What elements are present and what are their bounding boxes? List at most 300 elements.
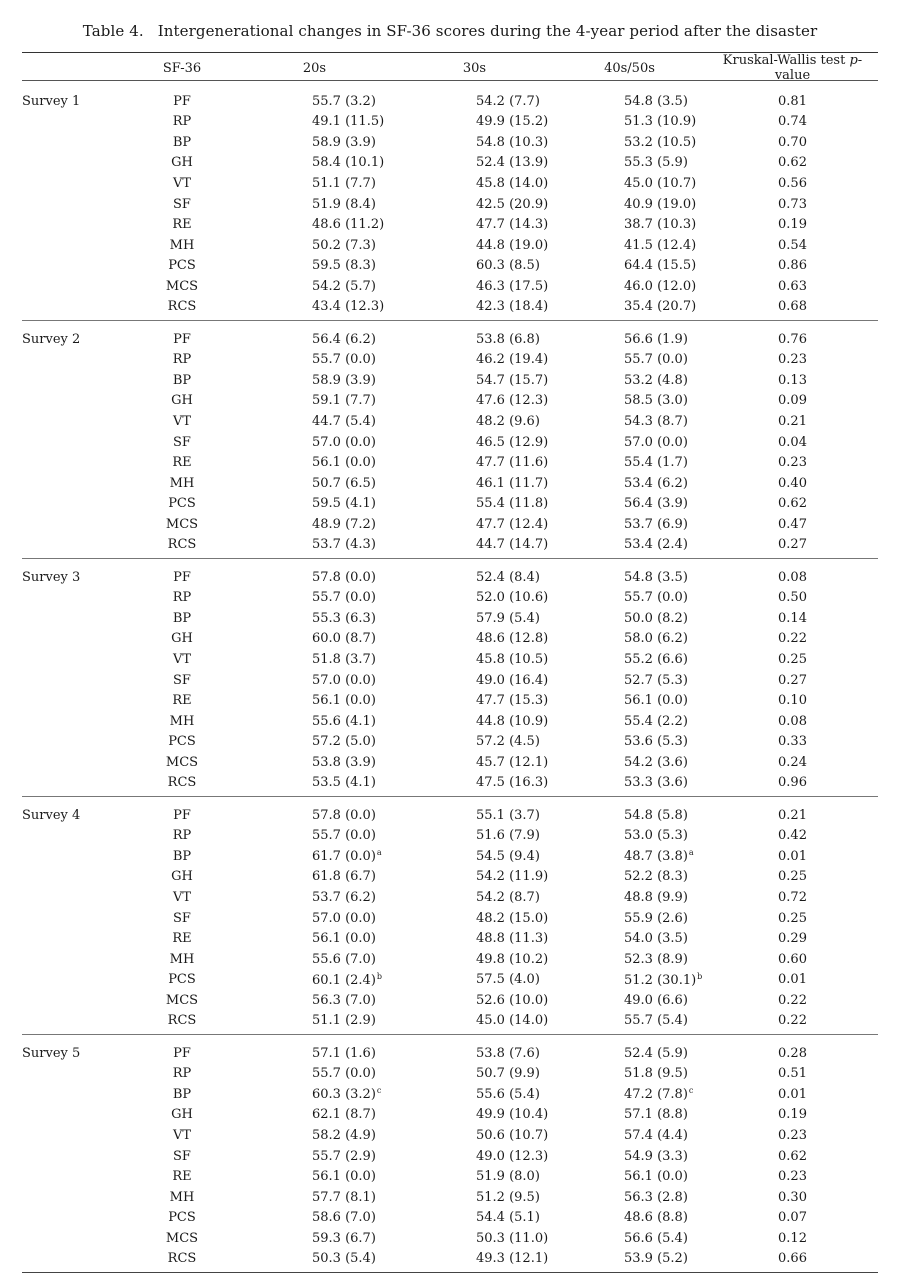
p-value-cell-text: 0.62 bbox=[778, 155, 807, 171]
value-20s bbox=[232, 173, 397, 194]
value-30s-text: 49.9 (15.2) bbox=[476, 114, 549, 130]
survey-label bbox=[22, 296, 132, 320]
scale-cell-text: PCS bbox=[168, 258, 196, 274]
value-40s50s-text: 54.2 (3.6) bbox=[624, 754, 688, 770]
value-40s50s bbox=[552, 1228, 707, 1249]
scale-cell-text: MCS bbox=[165, 754, 199, 770]
value-20s-text: 59.5 (4.1) bbox=[312, 496, 376, 512]
value-40s50s-text: 54.0 (3.5) bbox=[624, 931, 688, 947]
value-20s-text: 57.8 (0.0) bbox=[312, 807, 376, 823]
value-30s-text: 48.2 (15.0) bbox=[476, 910, 549, 926]
table-title: Intergenerational changes in SF-36 scores during the 4-year period after the disaster bbox=[157, 22, 818, 40]
p-value-cell bbox=[707, 711, 878, 732]
table-row bbox=[22, 908, 878, 929]
table-row bbox=[22, 649, 878, 670]
p-value-cell-text: 0.19 bbox=[778, 217, 807, 233]
table-row bbox=[22, 411, 878, 432]
value-40s50s-text: 53.4 (6.2) bbox=[624, 475, 688, 491]
value-40s50s bbox=[552, 908, 707, 929]
p-value-cell bbox=[707, 1035, 878, 1064]
value-20s-text: 55.6 (7.0) bbox=[312, 951, 376, 967]
value-20s-text: 55.7 (0.0) bbox=[312, 828, 376, 844]
value-30s bbox=[397, 629, 552, 650]
p-value-cell bbox=[707, 255, 878, 276]
scale-cell bbox=[132, 649, 232, 670]
value-40s50s-text: 64.4 (15.5) bbox=[624, 258, 697, 274]
value-30s bbox=[397, 391, 552, 412]
header-sf36: SF-36 bbox=[162, 60, 202, 76]
scale-cell bbox=[132, 990, 232, 1011]
scale-cell-text: RCS bbox=[167, 775, 197, 791]
value-20s bbox=[232, 887, 397, 908]
value-40s50s-text: 49.0 (6.6) bbox=[624, 992, 688, 1008]
survey-label bbox=[22, 1187, 132, 1208]
value-20s bbox=[232, 350, 397, 371]
value-30s-text: 53.8 (7.6) bbox=[476, 1045, 540, 1061]
survey-label bbox=[22, 235, 132, 256]
value-20s-text: 43.4 (12.3) bbox=[312, 299, 385, 315]
survey-label bbox=[22, 132, 132, 153]
scale-cell bbox=[132, 411, 232, 432]
value-20s-text: 56.1 (0.0) bbox=[312, 931, 376, 947]
table-row bbox=[22, 559, 878, 588]
value-20s-text: 51.8 (3.7) bbox=[312, 651, 376, 667]
sf36-table bbox=[22, 53, 878, 1273]
value-30s bbox=[397, 350, 552, 371]
scale-cell-text: RP bbox=[172, 1066, 192, 1082]
p-value-cell bbox=[707, 391, 878, 412]
survey-label bbox=[22, 493, 132, 514]
value-30s bbox=[397, 514, 552, 535]
survey-label bbox=[22, 153, 132, 174]
survey-label bbox=[22, 887, 132, 908]
value-20s bbox=[232, 1125, 397, 1146]
value-30s-text: 47.7 (11.6) bbox=[476, 455, 549, 471]
value-20s-text: 59.5 (8.3) bbox=[312, 258, 376, 274]
p-value-cell-text: 0.62 bbox=[778, 496, 807, 512]
p-value-cell bbox=[707, 559, 878, 588]
value-30s bbox=[397, 826, 552, 847]
scale-cell-text: BP bbox=[172, 610, 192, 626]
p-value-cell-text: 0.70 bbox=[778, 134, 807, 150]
scale-cell bbox=[132, 432, 232, 453]
scale-cell bbox=[132, 1228, 232, 1249]
value-20s bbox=[232, 969, 397, 990]
scale-cell bbox=[132, 83, 232, 112]
value-20s bbox=[232, 731, 397, 752]
value-20s bbox=[232, 1011, 397, 1035]
scale-cell-text: VT bbox=[172, 651, 192, 667]
value-40s50s-text: 53.3 (3.6) bbox=[624, 775, 688, 791]
value-30s bbox=[397, 534, 552, 558]
value-40s50s-text: 54.9 (3.3) bbox=[624, 1148, 688, 1164]
p-value-cell bbox=[707, 1105, 878, 1126]
scale-cell-text: PF bbox=[173, 1045, 191, 1061]
table-row bbox=[22, 690, 878, 711]
value-30s-text: 50.3 (11.0) bbox=[476, 1230, 549, 1246]
scale-cell-text: SF bbox=[173, 910, 191, 926]
value-30s bbox=[397, 649, 552, 670]
scale-cell-text: MCS bbox=[165, 992, 199, 1008]
survey-group bbox=[22, 559, 878, 797]
value-40s50s bbox=[552, 235, 707, 256]
value-40s50s-text: 51.8 (9.5) bbox=[624, 1066, 688, 1082]
value-30s-text: 50.7 (9.9) bbox=[476, 1066, 540, 1082]
p-value-cell bbox=[707, 1249, 878, 1273]
p-value-cell-text: 0.27 bbox=[778, 537, 807, 553]
value-20s bbox=[232, 588, 397, 609]
value-20s bbox=[232, 514, 397, 535]
scale-cell-text: GH bbox=[171, 1107, 193, 1123]
p-value-cell-text: 0.07 bbox=[778, 1210, 807, 1226]
p-value-cell bbox=[707, 1011, 878, 1035]
value-30s-text: 46.1 (11.7) bbox=[476, 475, 549, 491]
table-caption bbox=[0, 22, 900, 40]
value-20s-text: 55.7 (0.0) bbox=[312, 590, 376, 606]
value-40s50s bbox=[552, 559, 707, 588]
scale-cell-text: MH bbox=[169, 951, 195, 967]
scale-cell-text: SF bbox=[173, 196, 191, 212]
value-30s-text: 45.8 (14.0) bbox=[476, 175, 549, 191]
value-30s-text: 55.6 (5.4) bbox=[476, 1086, 540, 1102]
value-40s50s-text: 55.3 (5.9) bbox=[624, 155, 688, 171]
scale-cell-text: RP bbox=[172, 114, 192, 130]
scale-cell-text: GH bbox=[171, 155, 193, 171]
value-30s-text: 54.4 (5.1) bbox=[476, 1210, 540, 1226]
value-40s50s-text: 52.2 (8.3) bbox=[624, 869, 688, 885]
scale-cell bbox=[132, 132, 232, 153]
scale-cell-text: RCS bbox=[167, 1251, 197, 1267]
scale-cell-text: GH bbox=[171, 869, 193, 885]
survey-label bbox=[22, 276, 132, 297]
header-p-italic: p bbox=[849, 53, 858, 68]
p-value-cell-text: 0.25 bbox=[778, 651, 807, 667]
value-20s bbox=[232, 112, 397, 133]
value-20s bbox=[232, 411, 397, 432]
value-20s-text: 62.1 (8.7) bbox=[312, 1107, 376, 1123]
p-value-cell-text: 0.76 bbox=[778, 331, 807, 347]
value-30s bbox=[397, 296, 552, 320]
value-40s50s-text: 41.5 (12.4) bbox=[624, 237, 697, 253]
value-40s50s bbox=[552, 534, 707, 558]
value-30s bbox=[397, 194, 552, 215]
value-30s-text: 57.5 (4.0) bbox=[476, 972, 540, 988]
value-20s bbox=[232, 1084, 397, 1105]
survey-label bbox=[22, 350, 132, 371]
table-row bbox=[22, 797, 878, 826]
value-30s-text: 50.6 (10.7) bbox=[476, 1128, 549, 1144]
p-value-cell bbox=[707, 296, 878, 320]
value-30s-text: 42.5 (20.9) bbox=[476, 196, 549, 212]
value-40s50s bbox=[552, 112, 707, 133]
table-row bbox=[22, 452, 878, 473]
value-20s-text: 53.7 (4.3) bbox=[312, 537, 376, 553]
survey-label bbox=[22, 473, 132, 494]
value-20s-text: 58.4 (10.1) bbox=[312, 155, 385, 171]
p-value-cell bbox=[707, 514, 878, 535]
table-row bbox=[22, 194, 878, 215]
table-row bbox=[22, 826, 878, 847]
value-40s50s-text: 54.8 (5.8) bbox=[624, 807, 688, 823]
p-value-cell bbox=[707, 153, 878, 174]
table-row bbox=[22, 432, 878, 453]
p-value-cell-text: 0.40 bbox=[778, 475, 807, 491]
p-value-cell bbox=[707, 350, 878, 371]
p-value-cell bbox=[707, 928, 878, 949]
p-value-cell-text: 0.04 bbox=[778, 434, 807, 450]
value-30s bbox=[397, 588, 552, 609]
p-value-cell bbox=[707, 276, 878, 297]
value-20s-text: 55.6 (4.1) bbox=[312, 713, 376, 729]
value-30s bbox=[397, 1125, 552, 1146]
value-20s-text: 56.1 (0.0) bbox=[312, 1169, 376, 1185]
scale-cell bbox=[132, 1035, 232, 1064]
scale-cell bbox=[132, 752, 232, 773]
p-value-cell-text: 0.08 bbox=[778, 569, 807, 585]
value-20s bbox=[232, 867, 397, 888]
value-40s50s bbox=[552, 649, 707, 670]
value-20s-text: 57.0 (0.0) bbox=[312, 910, 376, 926]
scale-cell bbox=[132, 1166, 232, 1187]
value-40s50s-text: 53.9 (5.2) bbox=[624, 1251, 688, 1267]
scale-cell-text: BP bbox=[172, 1086, 192, 1102]
table-row bbox=[22, 493, 878, 514]
scale-cell bbox=[132, 473, 232, 494]
p-value-cell-text: 0.01 bbox=[778, 1086, 807, 1102]
value-40s50s bbox=[552, 296, 707, 320]
table-row bbox=[22, 1125, 878, 1146]
survey-label bbox=[22, 194, 132, 215]
table-row bbox=[22, 255, 878, 276]
p-value-cell bbox=[707, 887, 878, 908]
value-40s50s-text: 55.4 (2.2) bbox=[624, 713, 688, 729]
p-value-cell-text: 0.10 bbox=[778, 693, 807, 709]
survey-label bbox=[22, 826, 132, 847]
value-30s-text: 49.0 (12.3) bbox=[476, 1148, 549, 1164]
p-value-cell-text: 0.23 bbox=[778, 455, 807, 471]
value-20s bbox=[232, 797, 397, 826]
value-30s-text: 52.4 (8.4) bbox=[476, 569, 540, 585]
table-row bbox=[22, 112, 878, 133]
value-40s50s bbox=[552, 214, 707, 235]
survey-label bbox=[22, 1207, 132, 1228]
footnote-marker: c bbox=[376, 1086, 382, 1096]
scale-cell bbox=[132, 452, 232, 473]
value-30s-text: 51.9 (8.0) bbox=[476, 1169, 540, 1185]
scale-cell-text: RCS bbox=[167, 1013, 197, 1029]
survey-group bbox=[22, 321, 878, 559]
scale-cell bbox=[132, 1084, 232, 1105]
p-value-cell-text: 0.23 bbox=[778, 352, 807, 368]
p-value-cell bbox=[707, 112, 878, 133]
value-40s50s bbox=[552, 1166, 707, 1187]
p-value-cell-text: 0.25 bbox=[778, 869, 807, 885]
table-row bbox=[22, 867, 878, 888]
value-30s bbox=[397, 608, 552, 629]
p-value-cell bbox=[707, 826, 878, 847]
footnote-marker: b bbox=[697, 971, 703, 981]
value-40s50s bbox=[552, 153, 707, 174]
scale-cell-text: BP bbox=[172, 134, 192, 150]
survey-label bbox=[22, 1249, 132, 1273]
value-40s50s-text: 56.3 (2.8) bbox=[624, 1189, 688, 1205]
value-30s-text: 48.6 (12.8) bbox=[476, 631, 549, 647]
survey-label bbox=[22, 629, 132, 650]
scale-cell-text: VT bbox=[172, 890, 192, 905]
value-40s50s-text: 51.2 (30.1) bbox=[624, 972, 697, 988]
scale-cell-text: SF bbox=[173, 1148, 191, 1164]
scale-cell bbox=[132, 559, 232, 588]
scale-cell-text: RP bbox=[172, 352, 192, 368]
scale-cell bbox=[132, 493, 232, 514]
value-30s-text: 57.9 (5.4) bbox=[476, 610, 540, 626]
p-value-cell-text: 0.29 bbox=[778, 931, 807, 947]
value-20s bbox=[232, 773, 397, 797]
value-40s50s-text: 55.7 (0.0) bbox=[624, 352, 688, 368]
value-20s bbox=[232, 1064, 397, 1085]
p-value-cell-text: 0.19 bbox=[778, 1107, 807, 1123]
value-30s-text: 52.0 (10.6) bbox=[476, 590, 549, 606]
value-30s bbox=[397, 846, 552, 867]
p-value-cell bbox=[707, 411, 878, 432]
survey-label bbox=[22, 1011, 132, 1035]
p-value-cell-text: 0.56 bbox=[778, 175, 807, 191]
value-20s-text: 53.7 (6.2) bbox=[312, 890, 376, 905]
value-30s bbox=[397, 411, 552, 432]
scale-cell bbox=[132, 370, 232, 391]
table-row bbox=[22, 990, 878, 1011]
table-row bbox=[22, 752, 878, 773]
value-40s50s bbox=[552, 1105, 707, 1126]
survey-label bbox=[22, 1228, 132, 1249]
survey-label bbox=[22, 255, 132, 276]
p-value-cell bbox=[707, 1084, 878, 1105]
scale-cell-text: PF bbox=[173, 807, 191, 823]
scale-cell-text: VT bbox=[172, 1128, 192, 1144]
value-40s50s-text: 45.0 (10.7) bbox=[624, 175, 697, 191]
value-20s bbox=[232, 321, 397, 350]
value-40s50s bbox=[552, 629, 707, 650]
value-30s-text: 42.3 (18.4) bbox=[476, 299, 549, 315]
value-30s-text: 54.2 (7.7) bbox=[476, 93, 540, 109]
value-20s bbox=[232, 908, 397, 929]
scale-cell-text: PCS bbox=[168, 1210, 196, 1226]
value-40s50s-text: 52.3 (8.9) bbox=[624, 951, 688, 967]
value-40s50s-text: 56.1 (0.0) bbox=[624, 1169, 688, 1185]
p-value-cell bbox=[707, 534, 878, 558]
value-20s bbox=[232, 473, 397, 494]
value-20s-text: 50.7 (6.5) bbox=[312, 475, 376, 491]
value-30s bbox=[397, 1064, 552, 1085]
value-40s50s bbox=[552, 826, 707, 847]
survey-label bbox=[22, 773, 132, 797]
value-40s50s-text: 54.8 (3.5) bbox=[624, 569, 688, 585]
value-30s-text: 57.2 (4.5) bbox=[476, 734, 540, 750]
p-value-cell-text: 0.81 bbox=[778, 93, 807, 109]
value-40s50s-text: 50.0 (8.2) bbox=[624, 610, 688, 626]
value-40s50s bbox=[552, 173, 707, 194]
p-value-cell-text: 0.54 bbox=[778, 237, 807, 253]
scale-cell bbox=[132, 949, 232, 970]
survey-label bbox=[22, 711, 132, 732]
scale-cell bbox=[132, 608, 232, 629]
p-value-cell bbox=[707, 1064, 878, 1085]
value-30s bbox=[397, 731, 552, 752]
value-20s bbox=[232, 670, 397, 691]
p-value-cell bbox=[707, 629, 878, 650]
scale-cell-text: SF bbox=[173, 672, 191, 688]
value-20s-text: 56.1 (0.0) bbox=[312, 693, 376, 709]
value-20s bbox=[232, 990, 397, 1011]
value-40s50s bbox=[552, 773, 707, 797]
p-value-cell-text: 0.09 bbox=[778, 393, 807, 409]
scale-cell-text: BP bbox=[172, 372, 192, 388]
scale-cell-text: SF bbox=[173, 434, 191, 450]
value-30s-text: 54.8 (10.3) bbox=[476, 134, 549, 150]
value-40s50s bbox=[552, 1035, 707, 1064]
value-20s-text: 57.2 (5.0) bbox=[312, 734, 376, 750]
scale-cell bbox=[132, 173, 232, 194]
survey-label bbox=[22, 1125, 132, 1146]
value-30s-text: 44.7 (14.7) bbox=[476, 537, 549, 553]
p-value-cell bbox=[707, 1146, 878, 1167]
scale-cell-text: PCS bbox=[168, 734, 196, 750]
p-value-cell-text: 0.51 bbox=[778, 1066, 807, 1082]
value-30s bbox=[397, 670, 552, 691]
value-40s50s bbox=[552, 928, 707, 949]
scale-cell-text: MH bbox=[169, 1189, 195, 1205]
value-30s-text: 45.0 (14.0) bbox=[476, 1013, 549, 1029]
value-40s50s-text: 53.4 (2.4) bbox=[624, 537, 688, 553]
value-20s-text: 51.9 (8.4) bbox=[312, 196, 376, 212]
table-row bbox=[22, 1187, 878, 1208]
value-30s bbox=[397, 690, 552, 711]
survey-label bbox=[22, 990, 132, 1011]
table-row bbox=[22, 321, 878, 350]
value-30s-text: 48.8 (11.3) bbox=[476, 931, 549, 947]
value-30s bbox=[397, 1228, 552, 1249]
scale-cell bbox=[132, 928, 232, 949]
scale-cell bbox=[132, 731, 232, 752]
scale-cell-text: MCS bbox=[165, 516, 199, 532]
value-20s-text: 55.7 (3.2) bbox=[312, 93, 376, 109]
header-p-suffix: -value bbox=[774, 53, 863, 83]
survey-label bbox=[22, 1064, 132, 1085]
value-30s bbox=[397, 867, 552, 888]
value-40s50s bbox=[552, 797, 707, 826]
p-value-cell-text: 0.21 bbox=[778, 807, 807, 823]
value-40s50s bbox=[552, 1011, 707, 1035]
value-20s-text: 55.3 (6.3) bbox=[312, 610, 376, 626]
value-40s50s bbox=[552, 452, 707, 473]
p-value-cell-text: 0.60 bbox=[778, 951, 807, 967]
scale-cell bbox=[132, 797, 232, 826]
scale-cell-text: GH bbox=[171, 393, 193, 409]
value-20s bbox=[232, 608, 397, 629]
table-row bbox=[22, 350, 878, 371]
value-30s bbox=[397, 153, 552, 174]
scale-cell-text: PF bbox=[173, 93, 191, 109]
table-row bbox=[22, 588, 878, 609]
survey-label bbox=[22, 1084, 132, 1105]
value-30s-text: 47.5 (16.3) bbox=[476, 775, 549, 791]
p-value-cell bbox=[707, 1228, 878, 1249]
survey-label-text: Survey 1 bbox=[22, 93, 81, 109]
value-20s bbox=[232, 559, 397, 588]
p-value-cell bbox=[707, 173, 878, 194]
value-30s bbox=[397, 83, 552, 112]
p-value-cell-text: 0.33 bbox=[778, 734, 807, 750]
